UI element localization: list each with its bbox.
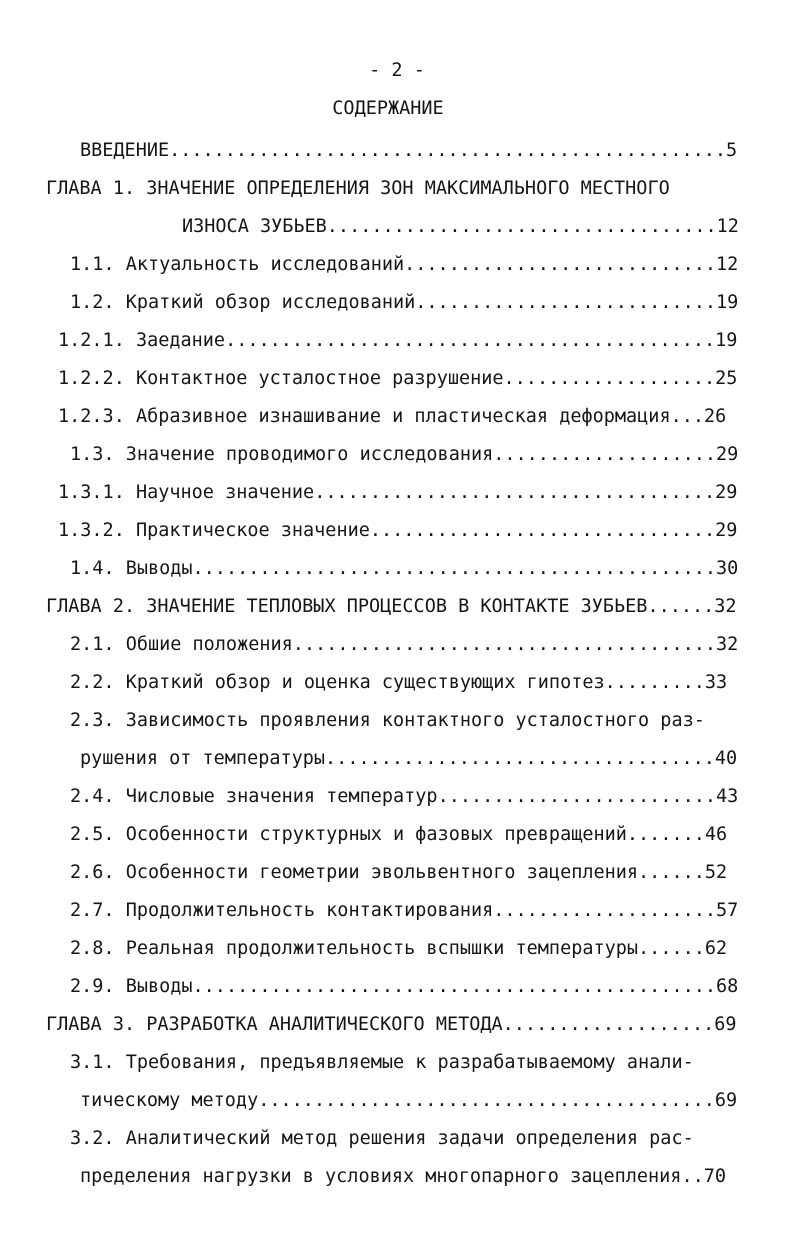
- toc-entry: [70, 706, 736, 736]
- toc-entry-page: 5: [726, 140, 738, 161]
- toc-entry-label: 1.2.2. Контактное усталостное разрушение: [58, 368, 504, 389]
- toc-leader-dots: .........: [604, 672, 705, 693]
- toc-entry: [70, 630, 739, 660]
- toc-entry-label: тическому методу: [80, 1090, 259, 1111]
- toc-entry-page: 57: [716, 900, 739, 921]
- toc-entry-label: 2.2. Краткий обзор и оценка существующих гипотез: [70, 672, 605, 693]
- toc-entry-page: 70: [703, 1166, 727, 1187]
- toc-entry: [80, 1086, 736, 1116]
- toc-leader-dots: ......................................: [292, 634, 717, 655]
- toc-entry-label: ГЛАВА 3. РАЗРАБОТКА АНАЛИТИЧЕСКОГО МЕТОДА: [46, 1014, 503, 1035]
- toc-leader-dots: ...............................................: [192, 558, 717, 579]
- toc-entry: [46, 592, 736, 622]
- toc-entry: [70, 896, 739, 926]
- toc-entry-page: 19: [715, 330, 738, 351]
- toc-entry-label: 3.1. Требования, предъявляемые к разрабатываемому анали-: [70, 1052, 694, 1073]
- toc-entry: [70, 934, 736, 964]
- toc-entry-page: 69: [714, 1090, 738, 1111]
- toc-entry-label: 1.3.1. Научное значение: [58, 482, 315, 503]
- toc-entry: [70, 250, 739, 280]
- toc-entry-page: 29: [715, 520, 738, 541]
- toc-entry: [70, 972, 739, 1002]
- toc-leader-dots: ...............................................: [192, 976, 717, 997]
- toc-entry: [70, 858, 736, 888]
- toc-leader-dots: ...............................: [369, 520, 716, 541]
- toc-entry-label: 2.7. Продолжительность контактирования: [70, 900, 494, 921]
- toc-entry-label: ИЗНОСА ЗУБЬЕВ: [182, 216, 327, 237]
- toc-entry-page: 30: [716, 558, 739, 579]
- page-number: - 2 -: [369, 60, 425, 81]
- toc-leader-dots: ......: [638, 938, 705, 959]
- toc-entry: [70, 554, 739, 584]
- toc-entry-page: 25: [715, 368, 738, 389]
- toc-entry: [70, 782, 739, 812]
- toc-entry: [80, 1162, 736, 1192]
- toc-entry: [80, 744, 736, 774]
- toc-leader-dots: ....................: [493, 900, 717, 921]
- toc-leader-dots: .: [692, 1166, 704, 1187]
- toc-entry-label: 1.1. Актуальность исследований: [70, 254, 405, 275]
- toc-entry-label: 3.2. Аналитический метод решения задачи определения рас-: [70, 1128, 694, 1149]
- toc-leader-dots: ............................: [404, 254, 717, 275]
- toc-entry-page: 40: [714, 748, 738, 769]
- toc-entry-page: 68: [716, 976, 739, 997]
- toc-leader-dots: .........................: [437, 786, 717, 807]
- toc-entry: [46, 174, 736, 204]
- toc-entry: [46, 1010, 736, 1040]
- toc-entry-label: ВВЕДЕНИЕ: [80, 140, 170, 161]
- toc-leader-dots: .......: [626, 824, 705, 845]
- toc-entry-label: 1.4. Выводы: [70, 558, 193, 579]
- toc-entry-page: 69: [714, 1014, 737, 1035]
- toc-entry: [70, 440, 739, 470]
- toc-entry-label: 2.9. Выводы: [70, 976, 193, 997]
- toc-entry-page: 32: [714, 596, 737, 617]
- toc-entry-label: 2.1. Обшие положения: [70, 634, 293, 655]
- toc-entry-page: 52: [704, 862, 728, 883]
- toc-entry: [70, 1048, 736, 1078]
- toc-entry: [70, 820, 736, 850]
- toc-leader-dots: ..................................................: [169, 140, 727, 161]
- toc-leader-dots: ....................: [493, 444, 717, 465]
- toc-leader-dots: ...................................: [325, 748, 715, 769]
- toc-leader-dots: ............................................: [225, 330, 716, 351]
- toc-entry-page: 29: [716, 444, 739, 465]
- toc-entry-label: 2.5. Особенности структурных и фазовых превращений: [70, 824, 627, 845]
- page-title: СОДЕРЖАНИЕ: [332, 98, 444, 119]
- toc-leader-dots: ...: [670, 406, 705, 427]
- toc-entry-label: рушения от температуры: [80, 748, 326, 769]
- toc-leader-dots: .........................................: [258, 1090, 715, 1111]
- toc-entry-label: 1.3.2. Практическое значение: [58, 520, 370, 541]
- toc-leader-dots: ......: [647, 596, 715, 617]
- toc-entry: [80, 136, 736, 166]
- toc-leader-dots: ....................................: [314, 482, 716, 503]
- toc-entry-label: 1.2.1. Заедание: [58, 330, 226, 351]
- toc-entry-page: 46: [704, 824, 728, 845]
- toc-entry: [58, 516, 736, 546]
- toc-entry-page: 33: [704, 672, 728, 693]
- toc-entry: [58, 364, 736, 394]
- toc-entry-page: 29: [715, 482, 738, 503]
- toc-entry-page: 62: [704, 938, 728, 959]
- toc-entry-label: 2.4. Числовые значения температур: [70, 786, 438, 807]
- toc-entry-page: 12: [716, 254, 739, 275]
- toc-entry: [58, 402, 736, 432]
- toc-leader-dots: ...................: [502, 1014, 715, 1035]
- toc-entry: [58, 478, 736, 508]
- toc-entry-label: 1.2. Краткий обзор исследований: [70, 292, 416, 313]
- toc-entry-page: 19: [716, 292, 739, 313]
- toc-entry-label: ГЛАВА 1. ЗНАЧЕНИЕ ОПРЕДЕЛЕНИЯ ЗОН МАКСИМАЛЬНОГО МЕСТНОГО: [46, 178, 670, 199]
- toc-entry-label: 2.8. Реальная продолжительность вспышки температуры: [70, 938, 639, 959]
- toc-entry: [182, 212, 739, 242]
- toc-entry: [58, 326, 736, 356]
- toc-entry-page: 26: [704, 406, 727, 427]
- toc-entry-label: 1.3. Значение проводимого исследования: [70, 444, 494, 465]
- toc-entry: [70, 668, 736, 698]
- toc-entry-label: 2.3. Зависимость проявления контактного усталостного раз-: [70, 710, 705, 731]
- toc-entry-page: 43: [716, 786, 739, 807]
- toc-leader-dots: ...........................: [415, 292, 717, 313]
- toc-entry: [70, 1124, 736, 1154]
- toc-leader-dots: ......: [638, 862, 705, 883]
- toc-entry-page: 12: [716, 216, 739, 237]
- toc-entry: [70, 288, 739, 318]
- toc-leader-dots: ...................: [503, 368, 716, 389]
- toc-entry-label: 2.6. Особенности геометрии эвольвентного зацепления: [70, 862, 639, 883]
- toc-entry-label: 1.2.3. Абразивное изнашивание и пластическая деформация: [58, 406, 671, 427]
- toc-leader-dots: ...................................: [326, 216, 717, 237]
- toc-entry-label: ГЛАВА 2. ЗНАЧЕНИЕ ТЕПЛОВЫХ ПРОЦЕССОВ В КОНТАКТЕ ЗУБЬЕВ: [46, 596, 648, 617]
- toc-entry-page: 32: [716, 634, 739, 655]
- toc-entry-label: пределения нагрузки в условиях многопарного зацепления.: [80, 1166, 693, 1187]
